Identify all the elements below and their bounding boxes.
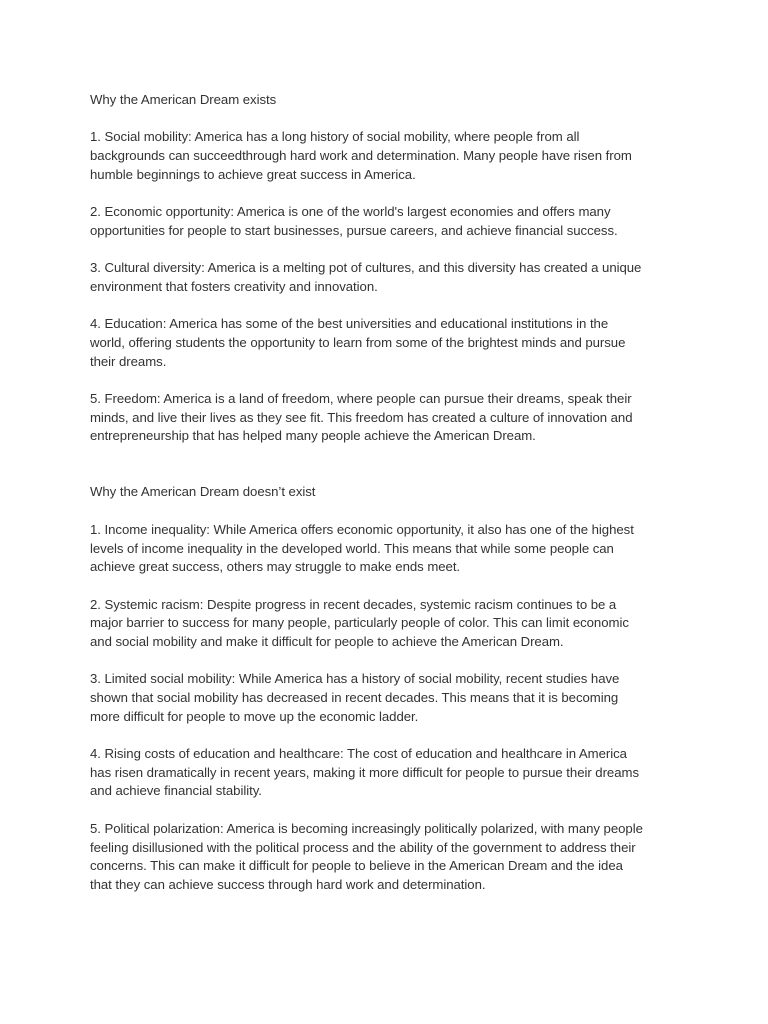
- paragraph-line: levels of income inequality in the developed world. This means that while some people can: [90, 540, 614, 556]
- paragraph-cultural-diversity: [90, 259, 690, 296]
- paragraph-line: and achieve financial stability.: [90, 783, 262, 799]
- paragraph-line: minds, and live their lives as they see fit. This freedom has created a culture of innovation and: [90, 409, 633, 425]
- paragraph-line: major barrier to success for many people, particularly people of color. This can limit economic: [90, 615, 629, 631]
- paragraph-line: feeling disillusioned with the political process and the ability of the government to address their: [90, 839, 636, 855]
- paragraph-income-inequality: [90, 521, 690, 577]
- paragraph-line: humble beginnings to achieve great success in America.: [90, 166, 416, 182]
- paragraph-line: backgrounds can succeedthrough hard work and determination. Many people have risen from: [90, 148, 632, 164]
- document-page: [90, 91, 690, 913]
- paragraph-line: more difficult for people to move up the economic ladder.: [90, 708, 419, 724]
- paragraph-line: 5. Freedom: America is a land of freedom, where people can pursue their dreams, speak their: [90, 391, 632, 406]
- paragraph-education: [90, 315, 690, 371]
- paragraph-line: 3. Cultural diversity: America is a melting pot of cultures, and this diversity has created a unique: [90, 260, 642, 276]
- paragraph-line: 2. Economic opportunity: America is one of the world's largest economies and offers many: [90, 204, 611, 220]
- paragraph-line: 1. Social mobility: America has a long history of social mobility, where people from all: [90, 129, 580, 145]
- paragraph-line: 5. Political polarization: America is becoming increasingly politically polarized, with many people: [90, 820, 643, 836]
- paragraph-economic-opportunity: [90, 203, 690, 240]
- paragraph-line: and social mobility and make it difficult for people to achieve the American Dream.: [90, 633, 564, 649]
- paragraph-line: concerns. This can make it difficult for people to believe in the American Dream and the idea: [90, 858, 623, 874]
- paragraph-line: 2. Systemic racism: Despite progress in recent decades, systemic racism continues to be a: [90, 596, 617, 612]
- paragraph-line: entrepreneurship that has helped many people achieve the American Dream.: [90, 428, 536, 444]
- paragraph-social-mobility: [90, 128, 690, 184]
- section-heading-exists: Why the American Dream exists: [90, 92, 277, 107]
- section-heading-doesnt-exist: Why the American Dream doesn’t exist: [90, 484, 316, 500]
- paragraph-line: 1. Income inequality: While America offers economic opportunity, it also has one of the highest: [90, 521, 634, 537]
- paragraph-line: that they can achieve success through hard work and determination.: [90, 876, 486, 892]
- paragraph-systemic-racism: [90, 596, 690, 652]
- paragraph-line: world, offering students the opportunity to learn from some of the brightest minds and pursue: [90, 334, 626, 350]
- paragraph-freedom: [90, 390, 690, 446]
- paragraph-line: 4. Education: America has some of the best universities and educational institutions in the: [90, 316, 609, 332]
- section-spacer: [90, 465, 690, 484]
- paragraph-line: opportunities for people to start businesses, pursue careers, and achieve financial success.: [90, 222, 618, 238]
- paragraph-rising-costs: [90, 745, 690, 801]
- paragraph-limited-social-mobility: [90, 670, 690, 726]
- paragraph-line: 4. Rising costs of education and healthcare: The cost of education and healthcare in America: [90, 746, 627, 762]
- paragraph-line: shown that social mobility has decreased in recent decades. This means that it is becoming: [90, 690, 619, 705]
- paragraph-line: achieve great success, others may struggle to make ends meet.: [90, 559, 461, 575]
- paragraph-line: their dreams.: [90, 353, 167, 369]
- paragraph-line: 3. Limited social mobility: While America has a history of social mobility, recent studies have: [90, 671, 620, 687]
- paragraph-political-polarization: [90, 820, 690, 895]
- paragraph-line: has risen dramatically in recent years, making it more difficult for people to pursue their dreams: [90, 764, 639, 780]
- paragraph-line: environment that fosters creativity and innovation.: [90, 278, 378, 294]
